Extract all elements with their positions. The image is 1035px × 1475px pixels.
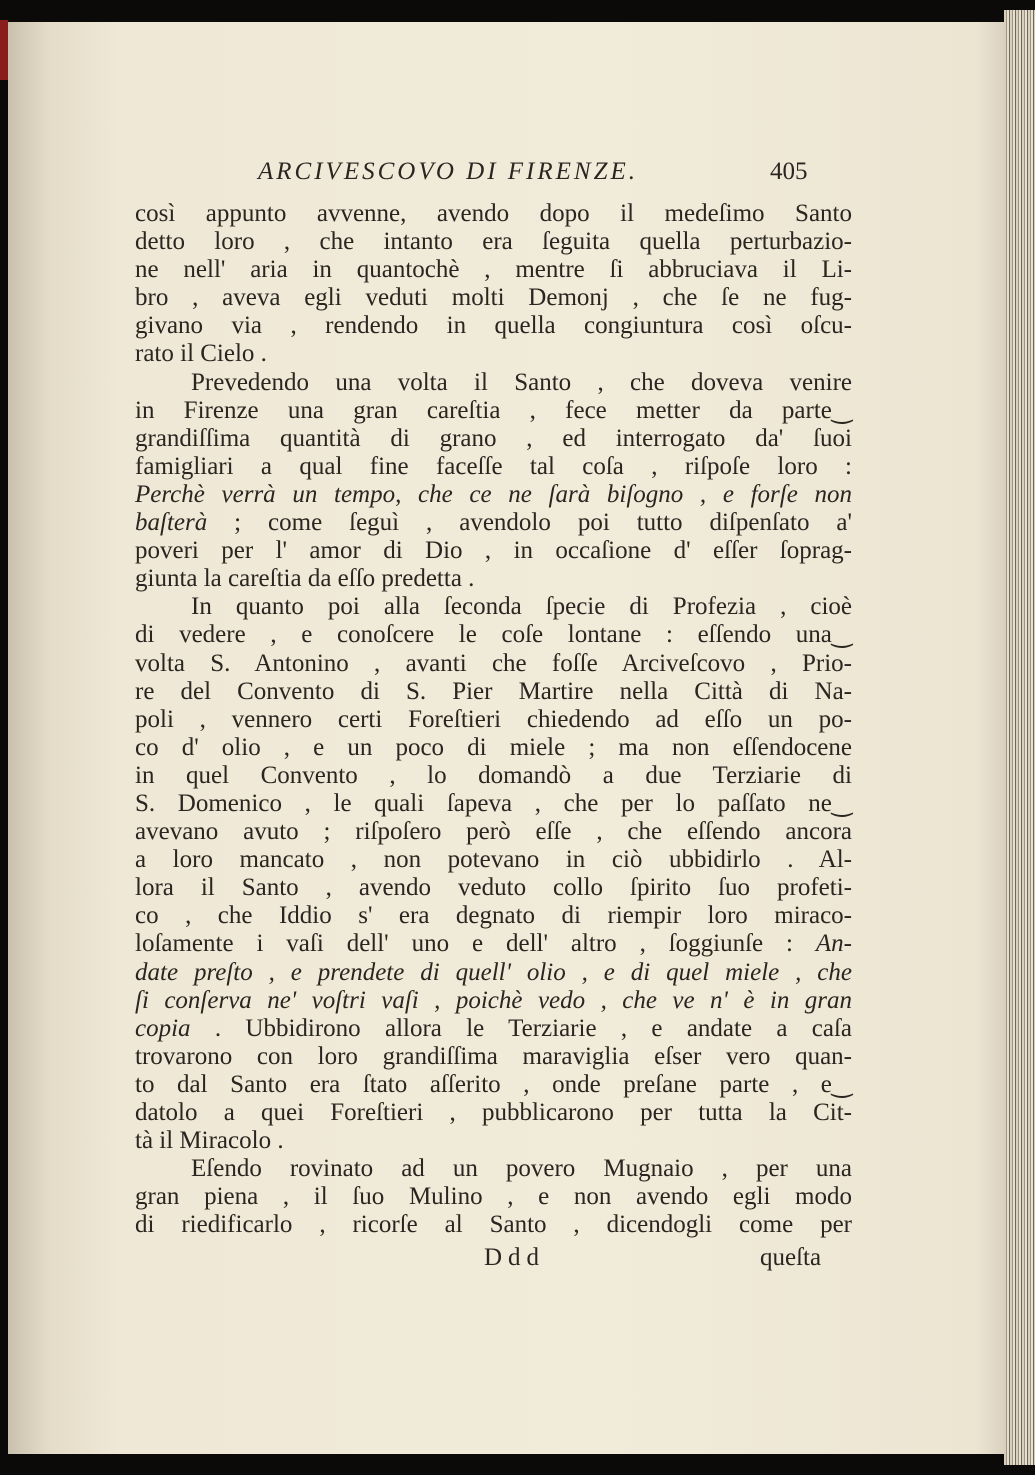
catchword: queſta <box>760 1244 822 1271</box>
text-line <box>135 284 852 312</box>
text-segment: gran piena , il ſuo Mulino , e non avendo egli modo <box>135 1183 852 1211</box>
text-line <box>135 1071 852 1099</box>
text-segment: loſamente i vaſi dell' uno e dell' altro , ſoggiunſe : <box>135 930 816 958</box>
text-line <box>135 537 852 565</box>
text-segment: co d' olio , e un poco di miele ; ma non eſſendocene <box>135 733 852 761</box>
text-segment: in quel Convento , lo domandò a due Terziarie di <box>135 761 852 789</box>
body-text <box>135 200 852 1239</box>
text-segment: datolo a quei Foreſtieri , pubblicarono per tutta la Cit- <box>135 1099 852 1126</box>
text-segment: giunta la careſtia da eſſo predetta . <box>135 565 475 593</box>
text-segment: ; come ſeguì , avendolo poi tutto diſpenſato a' <box>207 509 852 537</box>
text-line <box>135 678 852 706</box>
italic-segment: copia <box>135 1014 191 1042</box>
text-segment: grandiſſima quantità di grano , ed interrogato da' ſuoi <box>135 424 852 452</box>
text-segment: ne nell' aria in quantochè , mentre ſi abbruciava il Li- <box>135 256 852 284</box>
text-line <box>135 621 852 649</box>
text-line <box>135 425 852 453</box>
text-line <box>135 1099 852 1127</box>
italic-segment: ſi conſerva ne' voſtri vaſi , poichè vedo , che ve n' è in gran <box>135 986 852 1014</box>
text-line <box>135 650 852 678</box>
text-segment: lora il Santo , avendo veduto collo ſpirito ſuo profeti- <box>135 874 852 902</box>
text-line <box>135 1211 852 1239</box>
text-line <box>135 481 852 509</box>
text-segment: di vedere , e conoſcere le coſe lontane : eſſendo una‿ <box>135 621 852 649</box>
text-segment: Eſendo rovinato ad un povero Mugnaio , per una <box>191 1155 852 1183</box>
text-line <box>135 200 852 228</box>
text-segment: volta S. Antonino , avanti che foſſe Arciveſcovo , Prio- <box>135 649 852 677</box>
text-segment: trovarono con loro grandiſſima maraviglia eſser vero quan- <box>135 1042 852 1070</box>
text-segment: Prevedendo una volta il Santo , che doveva venire <box>191 368 852 396</box>
text-line <box>135 256 852 284</box>
text-line <box>135 312 852 340</box>
text-segment: poveri per l' amor di Dio , in occaſione d' eſſer ſoprag- <box>135 537 852 565</box>
page-edges <box>1004 10 1035 1465</box>
text-line <box>135 453 852 481</box>
text-segment: di riedificarlo , ricorſe al Santo , dicendogli come per <box>135 1211 852 1239</box>
text-segment: . Ubbidirono allora le Terziarie , e andate a caſa <box>190 1014 852 1042</box>
text-segment: famigliari a qual fine faceſſe tal coſa , riſpoſe loro : <box>135 452 852 480</box>
text-line <box>135 509 852 537</box>
text-line <box>135 369 852 397</box>
italic-segment: An- <box>815 930 852 958</box>
text-line <box>135 930 852 958</box>
text-segment: avevano avuto ; riſpoſero però eſſe , che eſſendo ancora <box>135 818 852 846</box>
running-title: ARCIVESCOVO DI FIRENZE. <box>258 158 639 185</box>
text-segment: in Firenze una gran careſtia , fece metter da parte‿ <box>135 396 852 424</box>
text-line <box>135 706 852 734</box>
text-line <box>135 1015 852 1043</box>
text-line <box>135 397 852 425</box>
text-line <box>135 565 852 593</box>
text-line <box>135 762 852 790</box>
text-segment: così appunto avvenne, avendo dopo il medeſimo Santo <box>135 200 852 227</box>
signature-mark: Ddd <box>484 1244 546 1271</box>
binding-edge <box>0 20 8 80</box>
text-line <box>135 818 852 846</box>
italic-segment: date preſto , e prendete di quell' olio , e di quel miele , che <box>135 958 852 986</box>
text-line <box>135 228 852 256</box>
text-line <box>135 1127 852 1155</box>
text-line <box>135 902 852 930</box>
text-segment: detto loro , che intanto era ſeguita quella perturbazio- <box>135 228 852 256</box>
text-line <box>135 1043 852 1071</box>
text-line <box>135 959 852 987</box>
text-line <box>135 790 852 818</box>
text-segment: tà il Miracolo . <box>135 1127 284 1155</box>
italic-segment: Perchè verrà un tempo, che ce ne ſarà biſogno , e forſe non <box>135 480 852 508</box>
text-segment: bro , aveva egli veduti molti Demonj , che ſe ne fug- <box>135 284 852 312</box>
text-segment: to dal Santo era ſtato aſſerito , onde preſane parte , e‿ <box>135 1070 852 1098</box>
text-segment: re del Convento di S. Pier Martire nella Città di Na- <box>135 677 852 705</box>
text-segment: S. Domenico , le quali ſapeva , che per lo paſſato ne‿ <box>135 789 852 817</box>
text-line <box>135 734 852 762</box>
text-segment: givano via , rendendo in quella congiuntura così oſcu- <box>135 312 852 340</box>
text-segment: co , che Iddio s' era degnato di riempir loro miraco- <box>135 902 852 930</box>
italic-segment: baſterà <box>135 509 208 537</box>
text-line <box>135 1155 852 1183</box>
text-line <box>135 593 852 621</box>
text-line <box>135 846 852 874</box>
page-number: 405 <box>770 158 808 185</box>
text-line <box>135 874 852 902</box>
text-segment: poli , vennero certi Foreſtieri chiedendo ad eſſo un po- <box>135 705 852 733</box>
text-segment: In quanto poi alla ſeconda ſpecie di Profezia , cioè <box>191 593 852 621</box>
text-line <box>135 340 852 368</box>
text-line <box>135 1183 852 1211</box>
text-segment: a loro mancato , non potevano in ciò ubbidirlo . Al- <box>135 846 852 874</box>
text-segment: rato il Cielo . <box>135 340 267 368</box>
text-line <box>135 987 852 1015</box>
